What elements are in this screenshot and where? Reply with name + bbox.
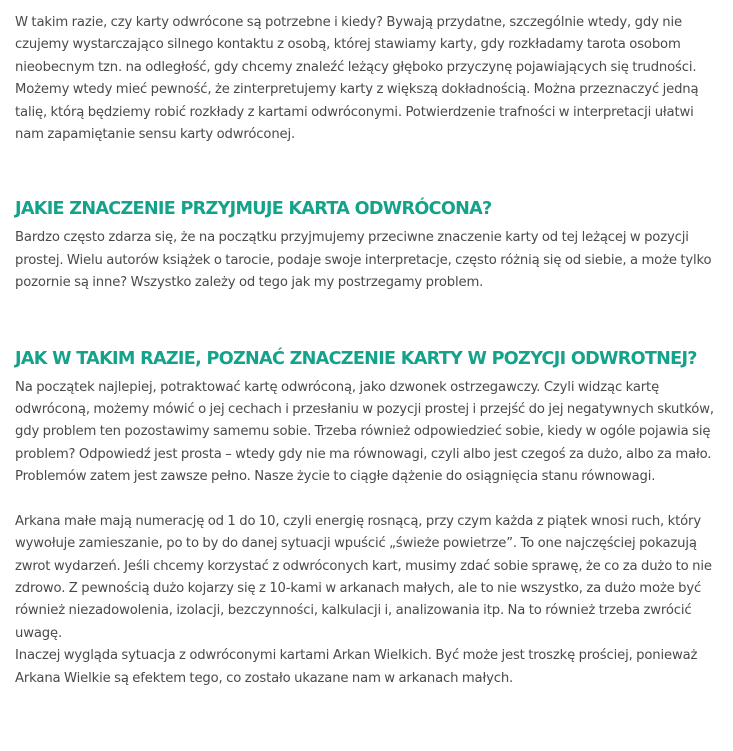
text-line: Problemów zatem jest zawsze pełno. Nasze życie to ciągłe dążenie do osiągnięcia stanu równowagi. <box>15 469 656 485</box>
section2-paragraph-1 <box>15 377 725 489</box>
text-line: Na początek najlepiej, potraktować kartę odwróconą, jako dzwonek ostrzegawczy. Czyli widząc kartę <box>15 379 660 395</box>
text-line: zdrowo. Z pewnością dużo kojarzy się z 10-kami w arkanach małych, ale to nie wszystko, za dużo może być <box>15 580 702 596</box>
text-line: nieobecnym tzn. na odległość, gdy chcemy znaleźć leżący głęboko przyczynę pojawiających się trudności. <box>15 59 697 75</box>
text-line: Arkana Wielkie są efektem tego, co zostało ukazane nam w arkanach małych. <box>15 670 514 686</box>
text-line: talię, którą będziemy robić rozkłady z kartami odwróconymi. Potwierdzenie trafności w interpretacji ułatwi <box>15 104 694 120</box>
text-line: Arkana małe mają numerację od 1 do 10, czyli energię rosnącą, przy czym każda z piątek wnosi ruch, który <box>15 513 701 529</box>
text-line: prostej. Wielu autorów książek o tarocie, podaje swoje interpretacje, często różnią się od siebie, a może tylko <box>15 252 712 268</box>
text-line: wywołuje zamieszanie, po to by do danej sytuacji wpuścić „świeże powietrze”. To one najczęściej pokazują <box>15 536 697 552</box>
intro-paragraph <box>15 12 725 146</box>
text-line: uwagę. <box>15 625 63 641</box>
text-line: problem? Odpowiedź jest prosta – wtedy gdy nie ma równowagi, czyli albo jest czegoś za dużo, albo za mało. <box>15 446 712 462</box>
text-line: nam zapamiętanie sensu karty odwróconej. <box>15 127 296 143</box>
section1-paragraph <box>15 227 725 294</box>
text-line: Bardzo często zdarza się, że na początku przyjmujemy przeciwne znaczenie karty od tej leżącej w pozycji <box>15 230 689 246</box>
text-line: gdy problem ten pozostawimy samemu sobie. Trzeba również odpowiedzieć sobie, kiedy w ogóle pojawia się <box>15 424 711 440</box>
text-line: odwróconą, możemy mówić o jej cechach i przesłaniu w pozycji prostej i przejść do jej negatywnych skutków, <box>15 402 714 418</box>
article <box>15 12 725 690</box>
text-line: zwrot wydarzeń. Jeśli chcemy korzystać z odwróconych kart, musimy zdać sobie sprawę, że co za dużo to nie <box>15 558 712 574</box>
section2-paragraph-2 <box>15 511 725 690</box>
section-heading-how-to-read-reversed: JAK W TAKIM RAZIE, POZNAĆ ZNACZENIE KARTY W POZYCJI ODWROTNEJ? <box>15 348 697 369</box>
text-line: również niezadowolenia, izolacji, bezczynności, kalkulacji i, analizowania itp. Na to również trzeba zwrócić <box>15 603 692 619</box>
text-line: czujemy wystarczająco silnego kontaktu z osobą, której stawiamy karty, gdy rozkładamy tarota osobom <box>15 37 681 53</box>
text-line: Inaczej wygląda sytuacja z odwróconymi kartami Arkan Wielkich. Być może jest troszkę prościej, ponieważ <box>15 648 698 664</box>
text-line: pozornie są inne? Wszystko zależy od tego jak my postrzegamy problem. <box>15 275 484 291</box>
text-line: Możemy wtedy mieć pewność, że zinterpretujemy karty z większą dokładnością. Można przeznaczyć jedną <box>15 82 699 98</box>
text-line: W takim razie, czy karty odwrócone są potrzebne i kiedy? Bywają przydatne, szczególnie wtedy, gdy nie <box>15 15 682 30</box>
section-heading-reversed-card-meaning: JAKIE ZNACZENIE PRZYJMUJE KARTA ODWRÓCONA? <box>15 199 492 220</box>
